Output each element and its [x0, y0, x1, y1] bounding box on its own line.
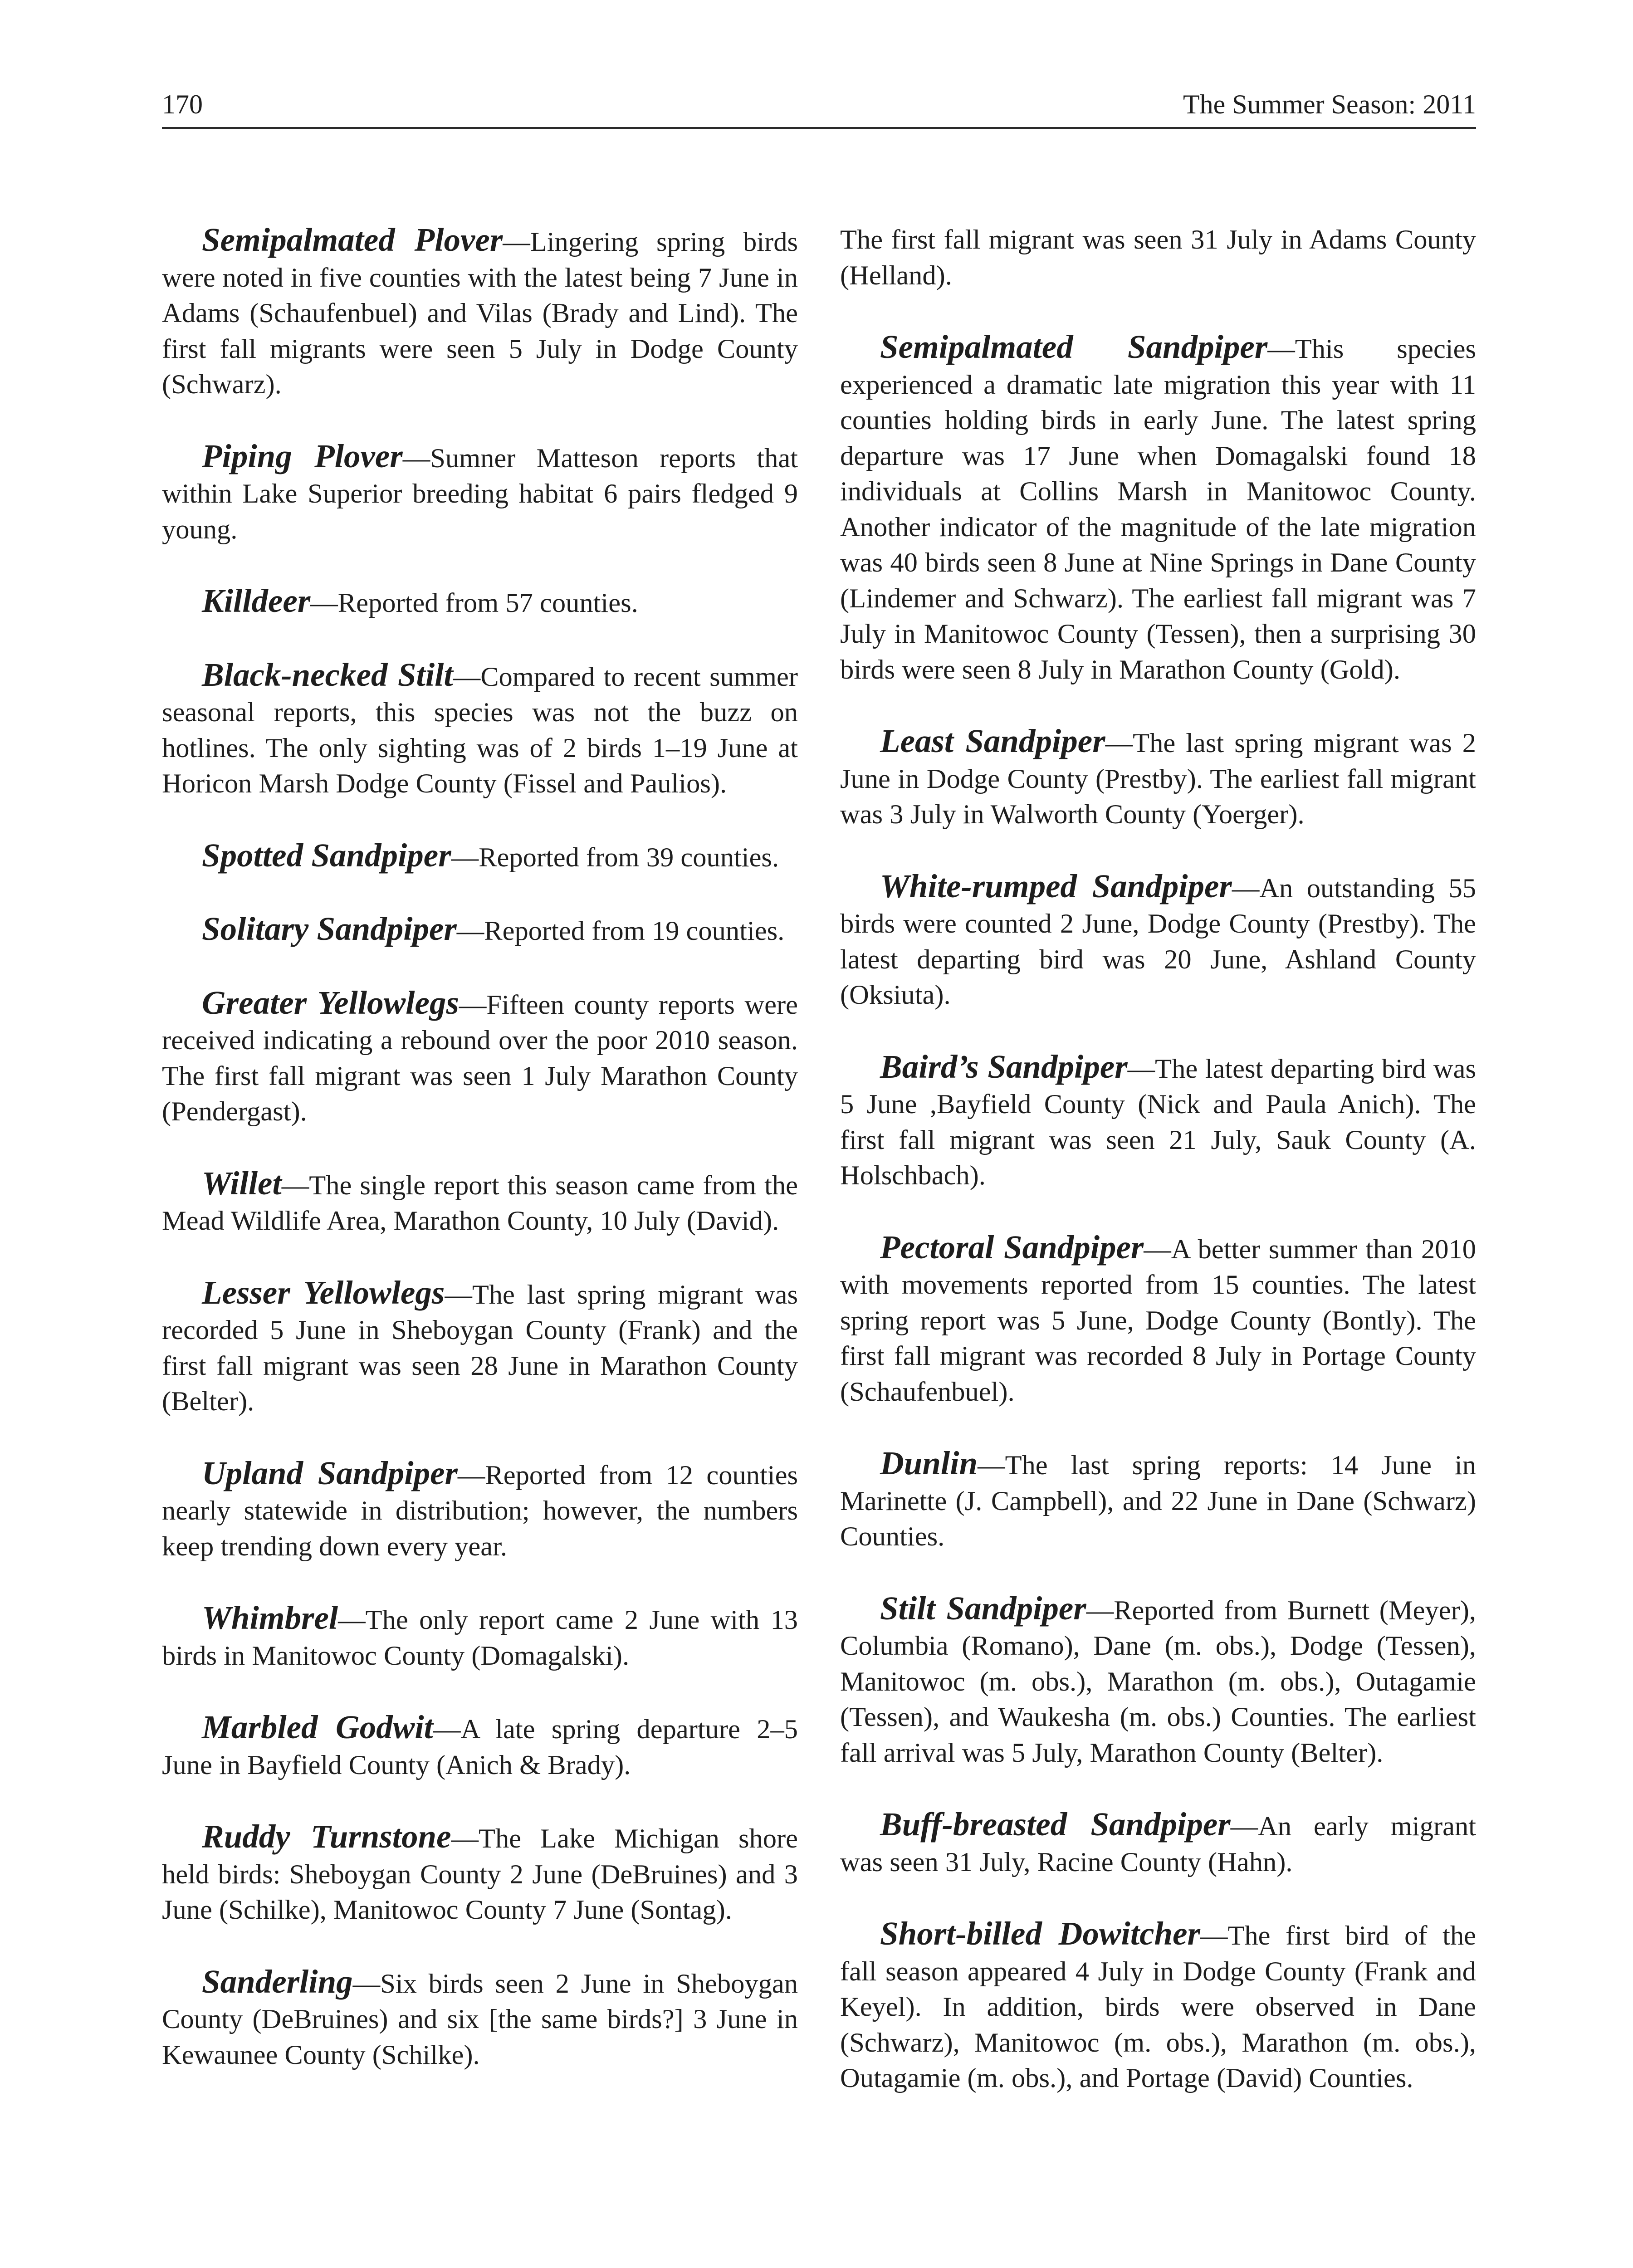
species-entry [162, 1964, 798, 2073]
species-entry [162, 911, 798, 949]
species-account: —The last spring migrant was 2 June in Dodge County (Prestby). The earliest fall migrant was 3 July in Walworth County (Yoerger). [840, 728, 1476, 830]
species-name: Stilt Sandpiper [880, 1589, 1086, 1627]
species-account: —Lingering spring birds were noted in five counties with the latest being 7 June in Adams (Schaufenbuel) and Vilas (Brady and Lind). The first fall migrants were seen 5 July in Dodge County (Schwarz). [162, 227, 798, 400]
species-account: —A late spring departure 2–5 June in Bayfield County (Anich & Brady). [162, 1714, 798, 1780]
species-entry [840, 329, 1476, 688]
species-account: —Six birds seen 2 June in Sheboygan County (DeBruines) and six [the same birds?] 3 June in Kewaunee County (Schilke). [162, 1968, 798, 2070]
species-account: —Sumner Matteson reports that within Lake Superior breeding habitat 6 pairs fledged 9 young. [162, 443, 798, 545]
species-account: —Fifteen county reports were received indicating a rebound over the poor 2010 season. The first fall migrant was seen 1 July Marathon County (Pendergast). [162, 989, 798, 1127]
species-entry [840, 1916, 1476, 2097]
species-name: Whimbrel [202, 1599, 338, 1636]
species-entry [162, 222, 798, 403]
species-entry [162, 1166, 798, 1239]
species-name: White-rumped Sandpiper [880, 867, 1232, 904]
species-account: —This species experienced a dramatic late migration this year with 11 counties holding birds in early June. The latest spring departure was 17 June when Domagalski found 18 individuals at Collins Marsh in Manitowoc County. Another indicator of the magnitude of the late migration was 40 birds seen 8 June at Nine Springs in Dane County (Lindemer and Schwarz). The earliest fall migrant was 7 July in Manitowoc County (Tessen), then a surprising 30 birds were seen 8 July in Marathon County (Gold). [840, 334, 1476, 685]
species-name: Spotted Sandpiper [202, 836, 451, 874]
continued-paragraph: The first fall migrant was seen 31 July in Adams County (Helland). [840, 225, 1476, 291]
species-entry [840, 1807, 1476, 1880]
species-name: Ruddy Turnstone [202, 1818, 451, 1855]
species-name: Willet [202, 1164, 282, 1202]
species-entry [162, 583, 798, 621]
species-account: —The only report came 2 June with 13 birds in Manitowoc County (Domagalski). [162, 1605, 798, 1671]
species-name: Semipalmated Plover [202, 221, 503, 258]
species-name: Baird’s Sandpiper [880, 1048, 1128, 1085]
species-entry [162, 1819, 798, 1928]
species-account: —A better summer than 2010 with movements reported from 15 counties. The latest spring report was 5 June, Dodge County (Bontly). The first fall migrant was recorded 8 July in Portage County (Schaufenbuel). [840, 1234, 1476, 1407]
species-name: Short-billed Dowitcher [880, 1915, 1200, 1952]
species-entry [840, 869, 1476, 1013]
species-entry [840, 723, 1476, 833]
species-name: Lesser Yellowlegs [202, 1274, 445, 1311]
species-account: —An outstanding 55 birds were counted 2 June, Dodge County (Prestby). The latest departing bird was 20 June, Ashland County (Oksiuta). [840, 873, 1477, 1010]
species-name: Least Sandpiper [880, 723, 1105, 759]
species-name: Black-necked Stilt [202, 656, 453, 693]
species-name: Upland Sandpiper [202, 1454, 458, 1491]
species-account: —An early migrant was seen 31 July, Racine County (Hahn). [840, 1811, 1477, 1877]
species-name: Solitary Sandpiper [202, 910, 457, 947]
species-name: Pectoral Sandpiper [880, 1228, 1144, 1266]
species-account: —The last spring migrant was recorded 5 June in Sheboygan County (Frank) and the first fall migrant was seen 28 June in Marathon County (Belter). [162, 1279, 798, 1417]
species-account: —Reported from 39 counties. [451, 842, 779, 873]
right-column [840, 222, 1476, 2097]
species-name: Buff-breasted Sandpiper [880, 1806, 1231, 1843]
species-account: —The single report this season came from the Mead Wildlife Area, Marathon County, 10 July (David). [162, 1170, 798, 1236]
species-account: —Reported from 57 counties. [310, 588, 638, 618]
species-entry [162, 985, 798, 1130]
species-entry [162, 1456, 798, 1565]
page-header [162, 86, 1476, 129]
left-column [162, 222, 798, 2073]
species-entry [840, 1446, 1476, 1555]
species-account: —Reported from 19 counties. [456, 916, 785, 946]
species-name: Greater Yellowlegs [202, 984, 459, 1021]
species-entry [162, 838, 798, 876]
species-entry [840, 1591, 1476, 1771]
species-entry [162, 1600, 798, 1674]
species-name: Marbled Godwit [202, 1709, 433, 1745]
species-account: —The last spring reports: 14 June in Marinette (J. Campbell), and 22 June in Dane (Schwarz) Counties. [840, 1450, 1476, 1552]
species-entry [840, 1049, 1476, 1194]
species-account: —The Lake Michigan shore held birds: Sheboygan County 2 June (DeBruines) and 3 June (Schilke), Manitowoc County 7 June (Sontag). [162, 1823, 798, 1925]
species-account: —The latest departing bird was 5 June ,Bayfield County (Nick and Paula Anich). The first fall migrant was seen 21 July, Sauk County (A. Holschbach). [840, 1053, 1476, 1191]
running-head: The Summer Season: 2011 [1183, 89, 1476, 119]
species-account: —The first bird of the fall season appeared 4 July in Dodge County (Frank and Keyel). In addition, birds were observed in Dane (Schwarz), Manitowoc (m. obs.), Marathon (m. obs.), Outagamie (m. obs.), and Portage (David) Counties. [840, 1921, 1477, 2093]
species-entry [162, 439, 798, 548]
species-entry [162, 1275, 798, 1420]
species-name: Semipalmated Sandpiper [880, 328, 1268, 365]
species-account: —Reported from 12 counties nearly statewide in distribution; however, the numbers keep trending down every year. [162, 1460, 798, 1562]
species-name: Piping Plover [202, 437, 403, 474]
species-entry [162, 657, 798, 802]
page-number: 170 [162, 89, 203, 119]
species-name: Killdeer [202, 582, 311, 619]
species-account: —Reported from Burnett (Meyer), Columbia (Romano), Dane (m. obs.), Dodge (Tessen), Manitowoc (m. obs.), Marathon (m. obs.), Outagamie (Tessen), and Waukesha (m. obs.) Counties. The earliest fall arrival was 5 July, Marathon County (Belter). [840, 1595, 1477, 1768]
species-name: Sanderling [202, 1963, 353, 2000]
species-account: —Compared to recent summer seasonal reports, this species was not the buzz on hotlines. The only sighting was of 2 birds 1–19 June at Horicon Marsh Dodge County (Fissel and Paulios). [162, 661, 798, 799]
species-entry [840, 1230, 1476, 1410]
species-entry [162, 1710, 798, 1783]
species-name: Dunlin [880, 1445, 978, 1481]
